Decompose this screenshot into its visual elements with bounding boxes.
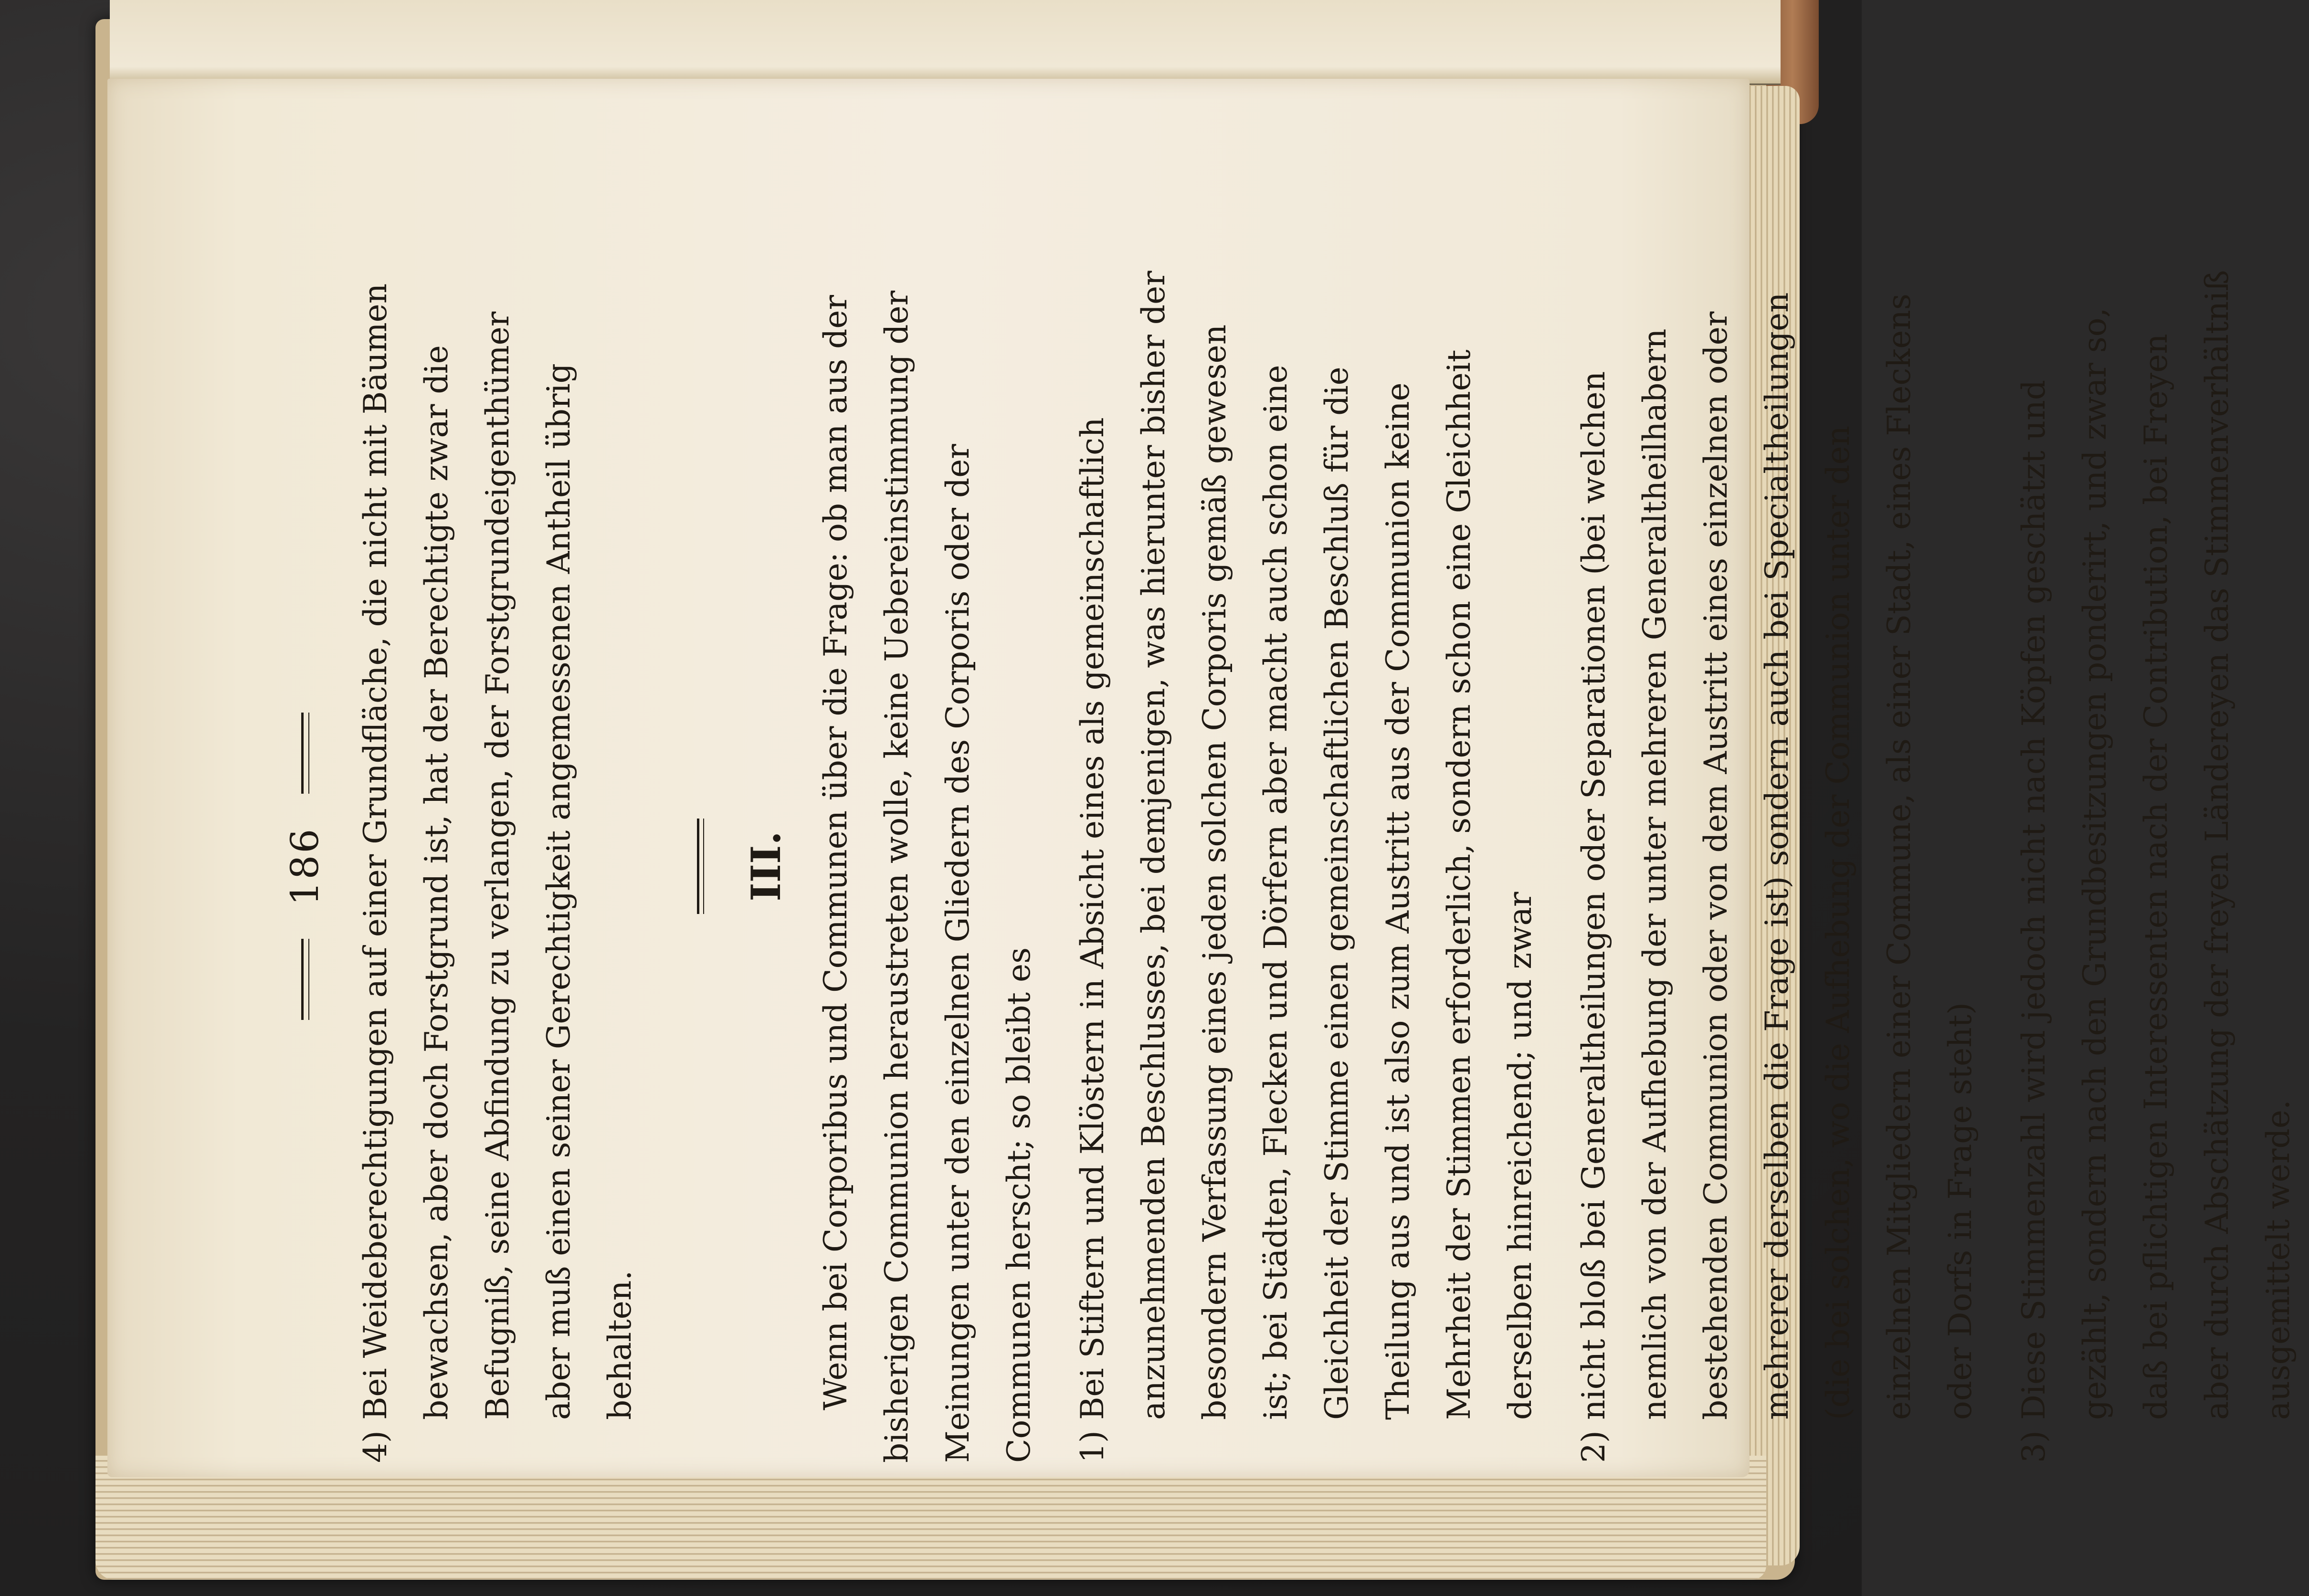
item-text: nicht bloß bei Generaltheilungen oder Separationen (bei welchen nemlich von der Aufhebung der unter mehreren Generaltheilhabern bestehenden Communion oder von dem Austritt eines einzelnen oder mehrerer derselben die Frage ist) sondern auch bei Specialtheilungen (die bei solchen, wo die Aufhebung der Communion unter den einzelnen Mitgliedern einer Commune, als einer Stadt, eines Fleckens oder Dorfs in Frage steht)	[1575, 292, 1979, 1420]
item-text: Diese Stimmenzahl wird jedoch nicht nach Köpfen geschätzt und gezählt, sondern nach den Grundbesitzungen ponderirt, und zwar so, daß bei pflichtigen Interessenten nach der Contribution, bei Freyen aber durch Abschätzung der freyen Ländereyen das Stimmenverhältniß ausgemittelt werde.	[2015, 270, 2297, 1420]
header-rule-left	[301, 939, 309, 1020]
item-number: 4)	[357, 1430, 394, 1463]
divider	[663, 270, 724, 1463]
page-header	[274, 270, 336, 1463]
book-page	[107, 79, 2297, 1477]
paragraph-item-1	[1062, 270, 1551, 1463]
paragraph-item-2	[1563, 270, 1991, 1463]
item-number: 2)	[1575, 1430, 1612, 1463]
item-text: Bei Stiftern und Klöstern in Absicht eines als gemeinschaftlich anzunehmenden Beschlusses, bei demjenigen, was hierunter bisher der besondern Verfassung eines jeden solchen Corporis gemäß gewesen ist; bei Städten, Flecken und Dörfern aber macht auch schon eine Gleichheit der Stimme einen gemeinschaftlichen Beschluß für die Theilung aus und ist also zum Austritt aus der Communion keine Mehrheit der Stimmen erforderlich, sondern schon eine Gleichheit derselben hinreichend; und zwar	[1074, 271, 1539, 1420]
item-text: Bei Weideberechtigungen auf einer Grundfläche, die nicht mit Bäumen bewachsen, aber doch Forstgrund ist, hat der Berechtigte zwar die Befugniß, seine Abfindung zu verlangen, der Forstgrundeigenthümer aber muß einen seiner Gerechtigkeit angemessenen Antheil übrig behalten.	[357, 283, 638, 1420]
paragraph-item-4	[345, 270, 651, 1463]
item-number: 3)	[2015, 1430, 2052, 1463]
paragraph-item-3	[2003, 270, 2309, 1463]
rotated-text-block	[274, 270, 2297, 1463]
intro-paragraph: Wenn bei Corporibus und Communen über die Frage: ob man aus der bisherigen Communion heraustreten wolle, keine Uebereinstimmung der Meinungen unter den einzelnen Gliedern des Corporis oder der Communen herscht; so bleibt es	[817, 290, 1037, 1463]
page-fold	[110, 0, 1781, 85]
item-number: 1)	[1074, 1430, 1111, 1463]
section-heading: III.	[742, 831, 790, 902]
header-rule-right	[301, 713, 309, 794]
page-number: 186	[283, 827, 327, 906]
